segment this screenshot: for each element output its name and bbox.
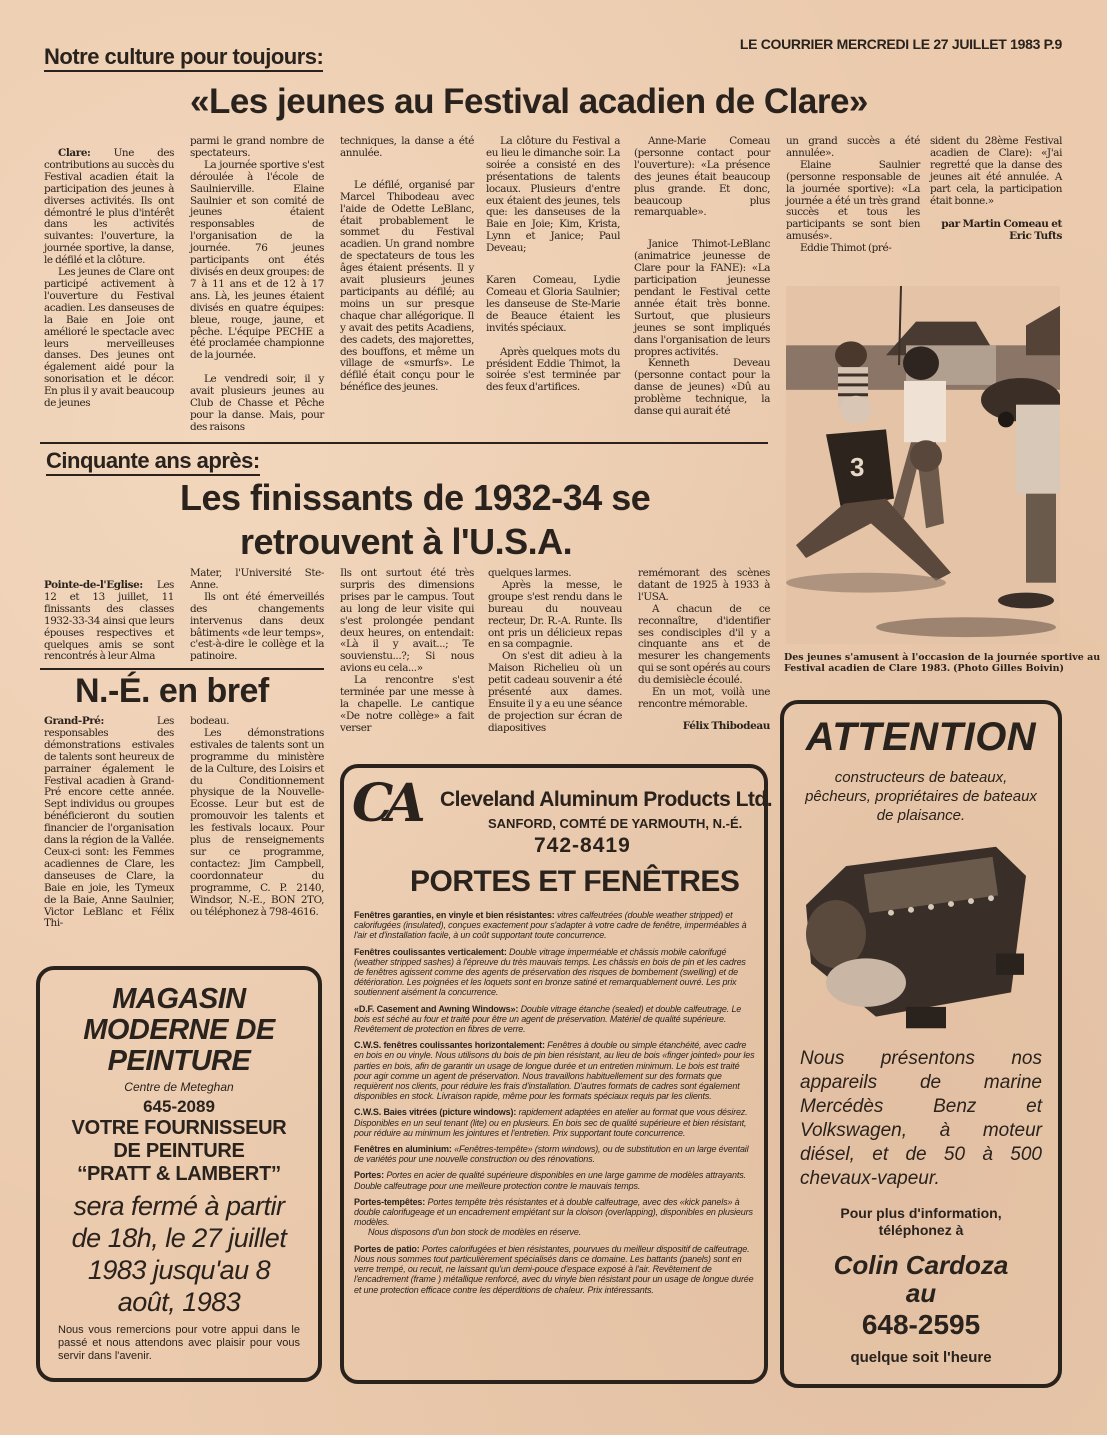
brief-column-2: [190, 716, 324, 918]
ad-brand: ‘‘PRATT & LAMBERT’’: [77, 1163, 281, 1185]
article1-column-7: [930, 136, 1062, 243]
article1-kicker: Notre culture pour toujours:: [44, 44, 323, 72]
marine-engine-image: [796, 837, 1046, 1037]
paragraph: Janice Thimot-LeBlanc (animatrice jeunesse de Clare pour la FANE): «La participation jeunesse pendant le Festival cette année était très bonne. Surtout, que plusieurs jeunes se sont impliqués dans l'organisation de leurs propres activités.: [634, 238, 770, 358]
article1-column-4: [486, 136, 620, 394]
product-label: C.W.S. fenêtres coulissantes horizontalement:: [354, 1040, 545, 1051]
product-label: Portes de patio:: [354, 1243, 420, 1254]
ad-closed-line: août, 1983: [117, 1287, 241, 1317]
paragraph: Les démonstrations estivales de talents sont un programme du ministère de la Culture, des Loisirs et du Conditionnement physique de la Nouvelle-Ecosse. Leur but est de promouvoir les talents et les festivals locaux. Pour plus de renseignements sur ce programme, contactez: Jim Campbell, coordonnateur du programme, C. P. 2140, Windsor, N.-E., BON 2TO, ou téléphonez à 798-4616.: [190, 726, 324, 918]
paragraph: Les 12 et 13 juillet, 11 finissants des classes 1932-33-34 ainsi que leurs épouses respectives et quelques amis se sont rencontrés à leur Alma: [44, 579, 174, 663]
photo-credit: (Photo Gilles Boivin): [952, 663, 1064, 674]
company-address: SANFORD, COMTÉ DE YARMOUTH, N.-É.: [488, 816, 743, 831]
company-phone: 742-8419: [534, 834, 631, 857]
paragraph: quelques larmes.: [488, 567, 572, 579]
product-item: [354, 1144, 756, 1164]
paragraph: Les jeunes de Clare ont participé activement à l'ouverture du Festival acadien. Les danseuses de la Baie en Joie ont amélioré le spectacle avec leurs merveilleuses danses. Des jeunes ont également aidé pour la sonorisation et le décor. En plus il y avait beaucoup de jeunes: [44, 266, 174, 410]
paragraph: Les responsables des démonstrations estivales de talents sont heureux de parrainer également le Festival acadien à Grand-Pré encore cette année. Sept individus ou groupes bénéficieront du soutien financier de l'organisation dans la région de la Vallée. Ceux-ci sont: les Femmes acadiennes de Clare, les danseuses de Clare, la Baie en joie, les Tymeux de la Baie, Anne Saulnier, Victor LeBlanc et Félix Thi-: [44, 715, 174, 930]
paragraph: Elaine Saulnier (personne responsable de la journée sportive): «La journée a été un très grand succès et tous les participants se sont bien amusés».: [786, 158, 920, 243]
product-item: [354, 1244, 756, 1295]
paragraph: La rencontre s'est terminée par une messe à la chapelle. Le cantique «De notre collège» a fait verser: [340, 674, 474, 734]
article1-column-5: [634, 136, 770, 418]
ad-audience: constructeurs de bateaux, pêcheurs, propriétaires de bateaux de plaisance.: [805, 769, 1037, 824]
paragraph: un grand succès a été annulée».: [786, 135, 920, 159]
article2-column-4: [488, 568, 622, 735]
photo-caption: [784, 652, 1101, 674]
ad-closed-line: sera fermé à partir: [73, 1191, 285, 1221]
dateline: Grand-Pré:: [44, 715, 104, 727]
section-divider: [40, 668, 324, 670]
paragraph: En un mot, voilà une rencontre mémorable.: [638, 686, 770, 710]
product-description: Portes en acier de qualité supérieure disponibles en une large gamme de modèles attrayants. Double calfeutrage pour une meilleure protection contre le mauvais temps.: [354, 1170, 746, 1191]
sports-day-photo: [786, 286, 1060, 644]
article2-kicker: Cinquante ans après:: [46, 448, 260, 476]
paragraph: sident du 28ème Festival acadien de Clare): «J'ai regretté que la danse des jeunes ait été annulée. A part cela, la participation était bonne.»: [930, 135, 1062, 207]
ad-footer: quelque soit l'heure: [850, 1349, 992, 1366]
product-label: Portes:: [354, 1170, 384, 1181]
ad-offer: Nous présentons nos appareils de marine Mercédès Benz et Volkswagen, à moteur diésel, et de 50 à 500 chevaux-vapeur.: [800, 1048, 1042, 1189]
product-item: [354, 1170, 756, 1190]
paragraph: parmi le grand nombre de spectateurs.: [190, 135, 324, 159]
ad-info-line: Pour plus d'information,: [840, 1205, 1002, 1221]
paragraph: bodeau.: [190, 715, 230, 727]
byline-line: par Martin Comeau et: [941, 218, 1062, 231]
article1-column-1: [44, 148, 174, 410]
article1-column-6: [786, 136, 920, 255]
paragraph: A chacun de ce reconnaître, d'identifier ses condisciples d'il y a cinquante ans et de mesurer les changements qui se sont opérés au cours du demisiècle écoulé.: [638, 602, 770, 687]
dateline: Clare:: [58, 147, 91, 159]
article2-column-3: [340, 568, 474, 735]
product-note: Nous disposons d'un bon stock de modèles en réserve.: [368, 1227, 582, 1238]
paragraph: Ils ont surtout été très surpris des dimensions prises par le campus. Tout au long de leur visite qui s'est prolongée pendant deux heures, on entendait: «Là il y avait...; Te souvienstu...?; Si nous avions eu cela...»: [340, 567, 474, 675]
article2-headline-line2: retrouvent à l'U.S.A.: [240, 521, 573, 562]
product-description: «Fenêtres-tempête» (storm windows), ou de substitution en un large éventail de variétés pour une nouvelle construction ou des rénovations.: [354, 1144, 749, 1165]
paragraph: La journée sportive s'est déroulée à l'école de Saulnierville. Elaine Saulnier et son comité de jeunes étaient responsables de l'organisation de la journée. 76 jeunes participants ont étés divisés en deux groupes: de 7 à 11 ans et de 12 à 17 ans. Là, les jeunes étaient divisés en quatre équipes: bleue, rouge, jaune, et pêche. L'équipe PECHE a été proclamée championne de la journée.: [190, 158, 324, 362]
ad-title: ATTENTION: [805, 715, 1037, 759]
page-folio: LE COURRIER MERCREDI LE 27 JUILLET 1983 P.9: [739, 36, 1062, 52]
ad-supplier-line: DE PEINTURE: [113, 1140, 245, 1162]
product-item: [354, 1004, 756, 1035]
photo-illustration: [786, 286, 1060, 644]
paragraph: Eddie Thimot (pré-: [800, 242, 892, 255]
paragraph: On s'est dit adieu à la Maison Richelieu où un petit cadeau souvenir a été présenté aux dames. Ensuite il y a eu une séance de projection sur écran de diapositives: [488, 650, 622, 734]
caption-line: Des jeunes s'amusent à l'occasion de la journée sportive au: [784, 652, 1101, 663]
product-description: Fenêtres à double ou simple étanchéité, avec cadre en bois en ou vinyle. Nous utilisons du bois de pin bien résistant, au lieu de bois «finger jointed» pour les parties en bois, afin de garantir un usage de longue durée et un entretien minimum. Le bois est traité pour agir comme un agent de préservation. Nous travaillons habituellement sur des formats que requièrent nos clients, pour réduire les frais d'installation. D'autres formats de cadres sont également disponibles en stock. Livraison rapide, même pour les formats spéciaux requis par les clients.: [354, 1040, 755, 1102]
ad-info-line: téléphonez à: [878, 1222, 964, 1238]
paragraph: La clôture du Festival a eu lieu le dimanche soir. La soirée a consisté en des présentations de talents locaux. Plusieurs d'entre eux étaient des jeunes, tels que: les danseuses de la Baie en Joie; Kim, Krista, Lynn et Janice; Paul Deveau;: [486, 135, 620, 255]
paragraph: Karen Comeau, Lydie Comeau et Gloria Saulnier; les danseuse de Ste-Marie de Beauce étaient les invités spéciaux.: [486, 274, 620, 334]
company-name: Cleveland Aluminum Products Ltd.: [440, 788, 773, 811]
article1-headline: «Les jeunes au Festival acadien de Clare»: [190, 82, 868, 121]
dateline: Pointe-de-l'Eglise:: [44, 579, 143, 591]
product-label: C.W.S. Baies vitrées (picture windows):: [354, 1107, 517, 1118]
paragraph: techniques, la danse a été annulée.: [340, 135, 474, 159]
product-item: [354, 1040, 756, 1101]
ad-magasin-moderne: [36, 966, 322, 1382]
ad-title-line: MAGASIN: [112, 983, 246, 1015]
paragraph: Après quelques mots du président Eddie Thimot, la soirée s'est terminée par des feux d'artifices.: [486, 345, 620, 394]
article2-column-5: [638, 568, 770, 733]
jersey-number: 3: [850, 454, 865, 482]
article2-headline-line1: Les finissants de 1932-34 se: [180, 477, 651, 518]
paragraph: Le défilé, organisé par Marcel Thibodeau avec l'aide de Odette LeBlanc, était probablement le sommet du Festival acadien. Un grand nombre de spectateurs de tous les âges étaient présents. Il y avait plusieurs jeunes participants au défilé; au moins un sur presque chaque char allégorique. Il y avait des petits Acadiens, des cadets, des majorettes, des bouffons, et même un village de «smurfs». Le défilé était conçu pour le bénéfice des jeunes.: [340, 178, 474, 394]
brief-column-1: [44, 716, 174, 930]
paragraph: Une des contributions au succès du Festival acadien était la participation des jeunes à diverses activités. Ils ont démontré le plus d'intérêt dans les activités suivantes: l'ouverture, la journée sportive, la danse, le défilé et la clôture.: [44, 147, 174, 267]
article2-column-2: [190, 568, 324, 663]
ad-location: Centre de Meteghan: [124, 1080, 234, 1094]
product-label: Fenêtres garanties, en vinyle et bien résistantes:: [354, 910, 555, 920]
product-list: [354, 910, 756, 1301]
article1-column-3: [340, 136, 474, 394]
byline-line: Eric Tufts: [1009, 230, 1062, 243]
product-item: [354, 1107, 756, 1138]
product-label: «D.F. Casement and Awning Windows»:: [354, 1003, 519, 1014]
ad-phone: 645-2089: [143, 1097, 215, 1116]
product-description: vitres calfeutrées (double weather stripped) et calorifugées (insulated), conçues exactement pour s'adapter à votre cadre de fenêtre, imperméables à l'air et d'installation facile, à un coût supportant toute concurrence.: [354, 910, 747, 941]
ad-closed-line: de 18h, le 27 juillet: [71, 1223, 287, 1253]
ad-title-line: PEINTURE: [107, 1045, 251, 1077]
product-item: [354, 910, 756, 941]
product-label: Portes-tempêtes:: [354, 1196, 426, 1207]
article1-column-2: [190, 136, 324, 434]
brief-headline: N.-É. en bref: [75, 672, 269, 710]
ad-title: PORTES ET FENÊTRES: [410, 865, 740, 898]
product-description: rapidement adaptées en atelier au format que vous désirez. Disponibles en un seul tenant (lite) ou en plusieurs. En bois sec de qualité supérieure et bien résistant, pour réduire au minimum les jointures et l'entretien. Prix supportant toute concurrence.: [354, 1107, 748, 1138]
section-divider: [40, 442, 768, 444]
product-label: Fenêtres coulissantes verticalement:: [354, 946, 507, 957]
paragraph: remémorant des scènes datant de 1925 à 1933 à l'USA.: [638, 567, 770, 603]
article2-byline: Félix Thibodeau: [682, 719, 770, 732]
ad-attention-marine: [780, 700, 1062, 1388]
product-description: Portes calorifugées et bien résistantes, pourvues du meilleur dispositif de calfeutrage. Nous nous sommes tout particulièrement spécialisés dans ce domaine. Les battants (panels) sont en verre trempé, ou recuit, ne laissant qu'un demi-pouce d'espace exposé à l'air. Revêtement de l'encadrement (frame ) métallique renforcé, avec du vinyle bien résistant pour un usage de longue durée et une protection efficace contre les déperditions de chaleur. Prix intéressants.: [354, 1243, 754, 1295]
paragraph: Kenneth Deveau (personne contact pour la danse de jeunes) «Dû au problème technique, la danse qui aurait été: [634, 357, 770, 418]
product-description: Portes tempête très résistantes et à double calfeutrage, avec des «kick panels» à double calorifugeage et un encadrement empiétant sur la cloison (overlapping), disponibles en plusieurs modèles.: [354, 1196, 753, 1228]
ad-title-line: MODERNE DE: [83, 1014, 275, 1046]
company-logo: CA: [352, 773, 418, 834]
product-description: Double vitrage imperméable et châssis mobile calorifugé (weather stripped sashes) à l'épreuve du très mauvais temps. Les châssis en bois de pin et les cadres de fenêtres agissent comme des agents de préservation des risques de bombement (swelling) et de détérioration. Les poignées et les loquets sont en bronze satiné et remarquablement ouvré. Les prix soutiennent aisément la concurrence.: [354, 946, 746, 998]
product-item: [354, 947, 756, 998]
product-item: [354, 1197, 756, 1238]
ad-contact-name: Colin Cardoza: [833, 1250, 1009, 1280]
ad-closed-line: 1983 jusqu'au 8: [87, 1255, 271, 1285]
paragraph: Mater, l'Université Ste-Anne.: [190, 567, 324, 591]
ad-supplier-line: VOTRE FOURNISSEUR: [71, 1117, 287, 1139]
ad-cleveland-aluminum: [340, 764, 773, 1384]
product-description: Double vitrage étanche (sealed) et double calfeutrage. Le bois est séché au four et traité pour être un agent de préservation. Matériel de qualité supérieure. Revêtement de protection en fibres de verre.: [354, 1003, 742, 1035]
article2-column-1: [44, 580, 174, 663]
paragraph: Ils ont été émerveillés des changements intervenus dans deux bâtiments «de leur temps», c'est-à-dire le collège et la patinoire.: [190, 590, 324, 663]
paragraph: Le vendredi soir, il y avait plusieurs jeunes au Club de Chasse et Pêche pour la danse. Mais, pour des raisons: [190, 373, 324, 433]
ad-phone: 648-2595: [861, 1309, 981, 1340]
paragraph: Anne-Marie Comeau (personne contact pour l'ouverture): «La présence des jeunes était beaucoup plus grande. Et donc, beaucoup plus remarquable».: [634, 135, 770, 219]
ad-contact-au: au: [905, 1278, 937, 1308]
engine-illustration: [796, 837, 1046, 1037]
paragraph: Après la messe, le groupe s'est rendu dans le bureau du nouveau recteur, Dr. R.-A. Runte. Ils ont pris un délicieux repas en sa compagnie.: [488, 578, 622, 651]
article1-byline: [930, 219, 1062, 243]
ad-thanks: Nous vous remercions pour votre appui dans le passé et nous attendons avec plaisir pour vous servir dans l'avenir.: [58, 1324, 300, 1362]
product-label: Fenêtres en aluminium:: [354, 1144, 452, 1155]
caption-line: Festival acadien de Clare 1983.: [784, 663, 951, 674]
